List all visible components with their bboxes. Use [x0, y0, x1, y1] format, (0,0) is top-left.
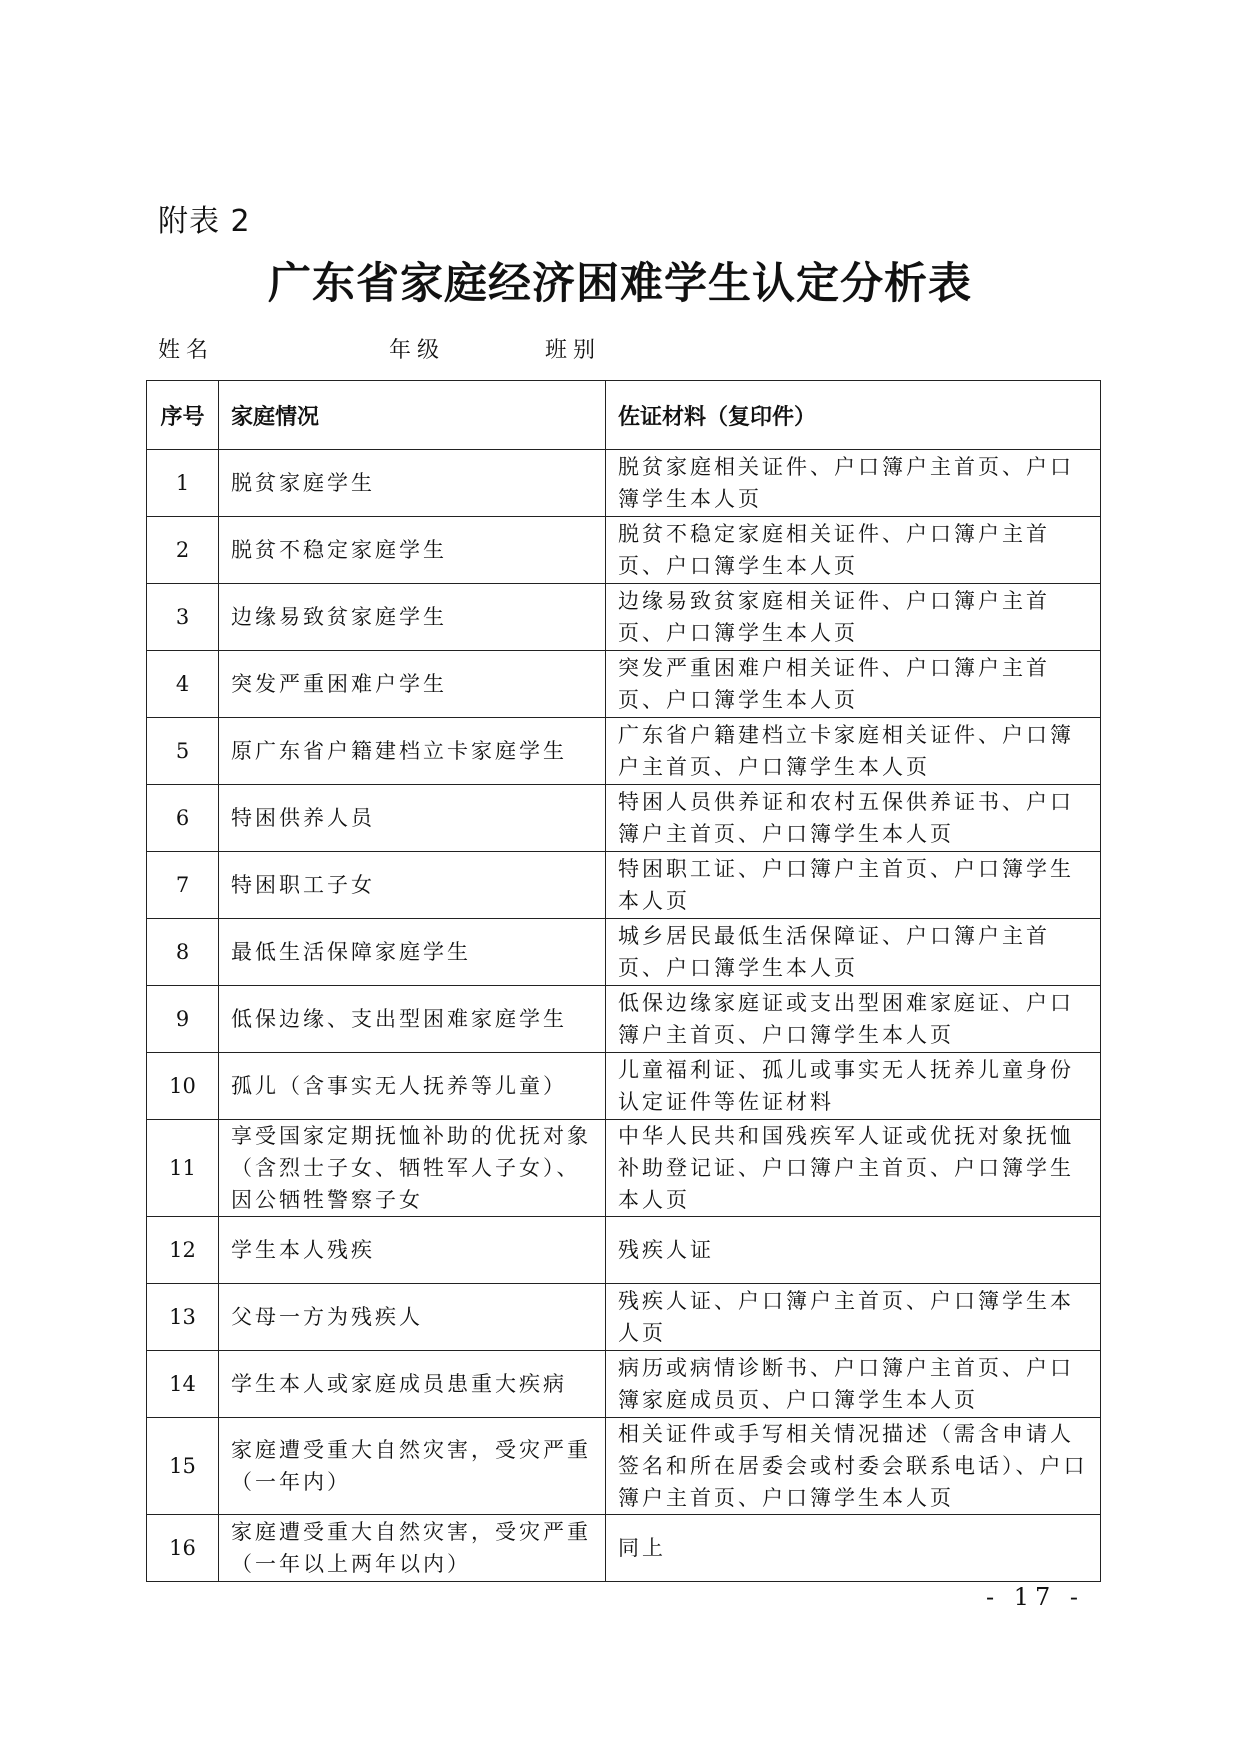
- row-number: 2: [147, 517, 219, 584]
- row-number: 6: [147, 785, 219, 852]
- materials-cell: 突发严重困难户相关证件、户口簿户主首页、户口簿学生本人页: [606, 651, 1101, 718]
- family-situation-cell: 低保边缘、支出型困难家庭学生: [219, 986, 606, 1053]
- row-number: 4: [147, 651, 219, 718]
- family-situation-cell: 家庭遭受重大自然灾害，受灾严重（一年内）: [219, 1418, 606, 1515]
- materials-cell: 城乡居民最低生活保障证、户口簿户主首页、户口簿学生本人页: [606, 919, 1101, 986]
- family-situation-cell: 脱贫家庭学生: [219, 450, 606, 517]
- materials-cell: 中华人民共和国残疾军人证或优抚对象抚恤补助登记证、户口簿户主首页、户口簿学生本人页: [606, 1120, 1101, 1217]
- table-row: [147, 1120, 1101, 1217]
- materials-cell: 病历或病情诊断书、户口簿户主首页、户口簿家庭成员页、户口簿学生本人页: [606, 1351, 1101, 1418]
- analysis-table: [146, 380, 1101, 1582]
- table-row: [147, 450, 1101, 517]
- family-situation-cell: 特困供养人员: [219, 785, 606, 852]
- class-label: 班别: [545, 338, 602, 363]
- family-situation-cell: 家庭遭受重大自然灾害，受灾严重（一年以上两年以内）: [219, 1515, 606, 1582]
- family-situation-cell: 脱贫不稳定家庭学生: [219, 517, 606, 584]
- table-row: [147, 1418, 1101, 1515]
- materials-cell: 低保边缘家庭证或支出型困难家庭证、户口簿户主首页、户口簿学生本人页: [606, 986, 1101, 1053]
- family-situation-cell: 学生本人或家庭成员患重大疾病: [219, 1351, 606, 1418]
- materials-cell: 边缘易致贫家庭相关证件、户口簿户主首页、户口簿学生本人页: [606, 584, 1101, 651]
- annex-label: 附表 2: [158, 204, 251, 239]
- row-number: 16: [147, 1515, 219, 1582]
- table-row: [147, 852, 1101, 919]
- materials-cell: 特困职工证、户口簿户主首页、户口簿学生本人页: [606, 852, 1101, 919]
- family-situation-cell: 突发严重困难户学生: [219, 651, 606, 718]
- family-situation-cell: 特困职工子女: [219, 852, 606, 919]
- materials-cell: 脱贫不稳定家庭相关证件、户口簿户主首页、户口簿学生本人页: [606, 517, 1101, 584]
- family-situation-cell: 学生本人残疾: [219, 1217, 606, 1284]
- name-label: 姓名: [158, 338, 215, 363]
- materials-cell: 相关证件或手写相关情况描述（需含申请人签名和所在居委会或村委会联系电话）、户口簿户主首页、户口簿学生本人页: [606, 1418, 1101, 1515]
- row-number: 1: [147, 450, 219, 517]
- row-number: 12: [147, 1217, 219, 1284]
- family-situation-cell: 父母一方为残疾人: [219, 1284, 606, 1351]
- grade-label: 年级: [389, 338, 446, 363]
- table-row: [147, 1053, 1101, 1120]
- materials-cell: 残疾人证、户口簿户主首页、户口簿学生本人页: [606, 1284, 1101, 1351]
- table-row: [147, 986, 1101, 1053]
- row-number: 5: [147, 718, 219, 785]
- family-situation-cell: 最低生活保障家庭学生: [219, 919, 606, 986]
- materials-cell: 广东省户籍建档立卡家庭相关证件、户口簿户主首页、户口簿学生本人页: [606, 718, 1101, 785]
- materials-cell: 特困人员供养证和农村五保供养证书、户口簿户主首页、户口簿学生本人页: [606, 785, 1101, 852]
- row-number: 14: [147, 1351, 219, 1418]
- table-row: [147, 919, 1101, 986]
- header-family-situation: 家庭情况: [219, 381, 606, 450]
- row-number: 8: [147, 919, 219, 986]
- header-serial: 序号: [147, 381, 219, 450]
- table-header-row: [147, 381, 1101, 450]
- row-number: 7: [147, 852, 219, 919]
- row-number: 10: [147, 1053, 219, 1120]
- table-row: [147, 1284, 1101, 1351]
- page-number: - 17 -: [985, 1583, 1084, 1611]
- family-situation-cell: 孤儿（含事实无人抚养等儿童）: [219, 1053, 606, 1120]
- row-number: 13: [147, 1284, 219, 1351]
- table-row: [147, 718, 1101, 785]
- row-number: 15: [147, 1418, 219, 1515]
- row-number: 3: [147, 584, 219, 651]
- page-title: 广东省家庭经济困难学生认定分析表: [268, 259, 972, 309]
- table-row: [147, 651, 1101, 718]
- table-row: [147, 1515, 1101, 1582]
- materials-cell: 儿童福利证、孤儿或事实无人抚养儿童身份认定证件等佐证材料: [606, 1053, 1101, 1120]
- header-supporting-materials: 佐证材料（复印件）: [606, 381, 1101, 450]
- materials-cell: 残疾人证: [606, 1217, 1101, 1284]
- table-row: [147, 584, 1101, 651]
- family-situation-cell: 边缘易致贫家庭学生: [219, 584, 606, 651]
- table-row: [147, 785, 1101, 852]
- table-row: [147, 517, 1101, 584]
- table-row: [147, 1217, 1101, 1284]
- row-number: 9: [147, 986, 219, 1053]
- materials-cell: 同上: [606, 1515, 1101, 1582]
- materials-cell: 脱贫家庭相关证件、户口簿户主首页、户口簿学生本人页: [606, 450, 1101, 517]
- table-row: [147, 1351, 1101, 1418]
- row-number: 11: [147, 1120, 219, 1217]
- family-situation-cell: 享受国家定期抚恤补助的优抚对象（含烈士子女、牺牲军人子女）、因公牺牲警察子女: [219, 1120, 606, 1217]
- family-situation-cell: 原广东省户籍建档立卡家庭学生: [219, 718, 606, 785]
